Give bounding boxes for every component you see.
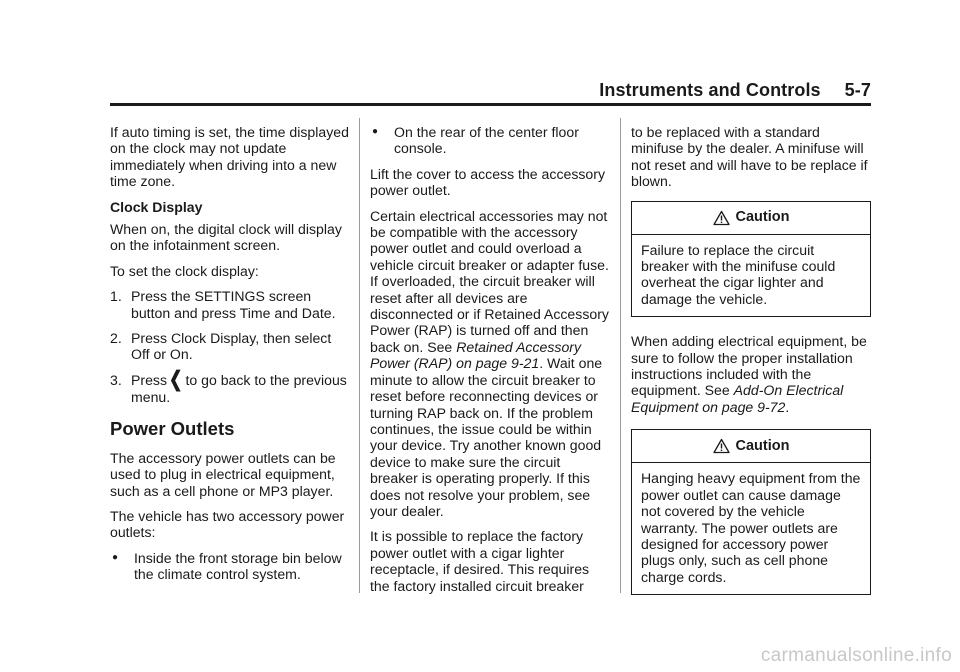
step-1 (110, 288, 350, 321)
step-2 (110, 330, 350, 363)
header-rule (110, 103, 871, 106)
auto-timing-paragraph: If auto timing is set, the time displayed on the clock may not update immediately when driving into a new time zone. (110, 124, 349, 190)
caution-icon (713, 210, 730, 226)
replace-outlet-paragraph: It is possible to replace the factory power outlet with a cigar lighter receptacle, if desired. This requires the factory installed circuit breaker (370, 528, 590, 594)
caution-label: Caution (735, 209, 790, 226)
accessories-text-b: . Wait one minute to allow the circuit breaker to reset before reconnecting devices or turning RAP back on. If the problem continues, the issue could be within your device. Try another known good device to make sure the circuit breaker is operating properly. If this does not resolve your problem, see your dealer. (370, 355, 603, 519)
caution-label: Caution (735, 438, 790, 455)
outlets-paragraph-1: The accessory power outlets can be used to plug in electrical equipment, such as a cell phone or MP3 player. (110, 449, 336, 499)
step-text: Press Clock Display, then select Off or On. (131, 330, 332, 363)
caution-box (631, 429, 871, 595)
step-text-pre: Press (131, 371, 168, 388)
lift-cover-paragraph: Lift the cover to access the accessory power outlet. (370, 165, 606, 199)
accessories-text-a: Certain electrical accessories may not be compatible with the accessory power outlet and could overload a vehicle circuit breaker or adapter fuse. If overloaded, the circuit breaker will reset after all devices are disconnected or if Retained Accessory Power (RAP) is turned off and then back on. See (370, 207, 609, 355)
chapter-title: Instruments and Controls (599, 80, 821, 100)
outlets-paragraph-2: The vehicle has two accessory power outlets: (110, 507, 345, 541)
column-left (110, 124, 350, 592)
back-arrow-icon: ❮ (169, 369, 183, 392)
minifuse-paragraph: to be replaced with a standard minifuse by the dealer. A minifuse will not reset and will have to be replace if blown. (631, 124, 868, 190)
set-clock-intro: To set the clock display: (110, 262, 259, 279)
rap-reference-link[interactable]: Retained Accessory Power (RAP) on page 9-21 (370, 338, 582, 372)
caution-text: Failure to replace the circuit breaker with the minifuse could overheat the cigar lighter and damage the vehicle. (641, 241, 836, 307)
bullet-text: On the rear of the center floor console. (394, 124, 579, 157)
caution-text: Hanging heavy equipment from the power outlet can cause damage not covered by the vehicle warranty. The power outlets are designed for accessory power plugs only, such as cell phone charge cords. (641, 470, 861, 585)
bullet-item (370, 124, 610, 157)
bullet-icon: ● (112, 551, 119, 563)
step-number: 3. (110, 371, 122, 388)
step-text-post: to go back to the previous menu. (131, 371, 347, 406)
clock-display-paragraph: When on, the digital clock will display on the infotainment screen. (110, 221, 342, 254)
accessories-paragraph (370, 208, 610, 520)
bullet-icon: ● (372, 126, 379, 137)
bullet-item (110, 550, 350, 583)
column-middle (370, 124, 610, 603)
add-on-reference-link[interactable]: Add-On Electrical Equipment on page 9-72 (631, 382, 844, 415)
caution-box (631, 201, 871, 318)
step-3 (110, 369, 350, 406)
column-divider (359, 118, 360, 593)
step-number: 2. (110, 330, 122, 347)
caution-header (632, 430, 870, 463)
column-divider (620, 118, 621, 593)
bullet-text: Inside the front storage bin below the climate control system. (134, 549, 342, 583)
column-right (631, 124, 871, 611)
step-text (131, 369, 350, 406)
page-number: 5-7 (844, 80, 871, 100)
step-number: 1. (110, 288, 122, 305)
caution-header (632, 202, 870, 235)
section-title: Power Outlets (110, 417, 235, 439)
adding-equipment-paragraph (631, 333, 871, 415)
watermark: carmanualsonline.info (760, 645, 952, 666)
step-text: Press the SETTINGS screen button and press Time and Date. (131, 288, 336, 321)
adding-text-b: . (785, 398, 790, 415)
caution-icon (713, 438, 730, 454)
page-header (599, 80, 871, 101)
adding-text-a: When adding electrical equipment, be sure to follow the proper installation instructions included with the equipment. See (631, 333, 867, 399)
clock-display-heading: Clock Display (110, 198, 203, 215)
